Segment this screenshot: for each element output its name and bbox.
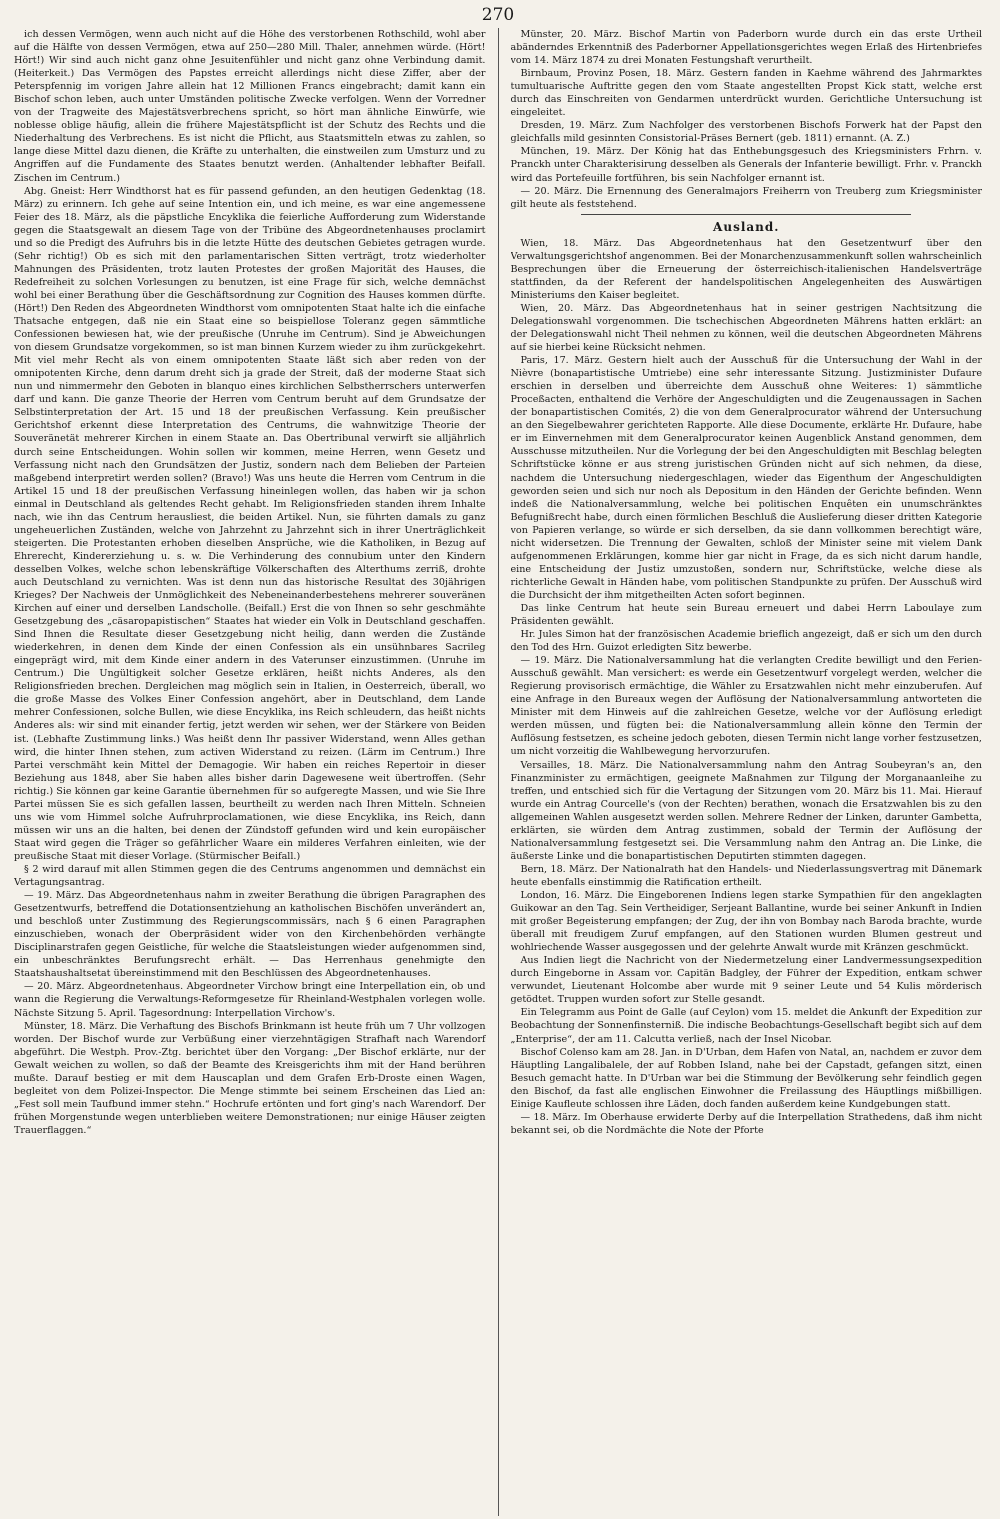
article-paragraph: § 2 wird darauf mit allen Stimmen gegen die des Centrums angenommen und demnächst ein Vertagungsantrag. bbox=[14, 864, 486, 889]
article-paragraph: — 19. März. Das Abgeordnetenhaus nahm in zweiter Berathung die übrigen Paragraphen des Gesetzentwurfs, betreffend die Dotationsentziehung an katholischen Bischöfen unverändert an, und beschloß unter Zustimmung des Regierungscommissärs, nach § 6 einen Paragraphen einzuschieben, wonach der Oberpräsident wider von den Kirchenbehörden verhängte Disciplinarstrafen gegen Geistliche, für welche die Staatsleistungen wieder aufgenommen sind, ein unbeschränktes Berufungsrecht erhält. — Das Herrenhaus genehmigte den Staatshaushaltsetat übereinstimmend mit den Beschlüssen des Abgeordnetenhauses. bbox=[14, 890, 486, 980]
article-paragraph: — 18. März. Im Oberhause erwiderte Derby auf die Interpellation Strathedens, daß ihm nicht bekannt sei, ob die Nordmächte die Note der Pforte bbox=[510, 1111, 982, 1136]
foreign-news bbox=[511, 237, 983, 1137]
article-paragraph: ich dessen Vermögen, wenn auch nicht auf die Höhe des verstorbenen Rothschild, wohl aber auf die Hälfte von dessen Vermögen, etwa auf 250—280 Mill. Thaler, annehmen würde. (Hört! Hört!) Wir sind auch nicht ganz ohne Jesuitenfühler und nicht ganz ohne Verbindung damit. (Heiterkeit.) Das Vermögen des Papstes erreicht allerdings nicht diese Ziffer, aber der Peterspfennig im vorigen Jahre allein hat 12 Millionen Francs eingebracht; damit kann ein Bischof schon leben, auch unter Umständen politische Zwecke verfolgen. Wenn der Vorredner von der Tragweite des Majestätsverbrechens spricht, so hört man ähnliche Einwürfe, wie noblesse oblige häufig, allein die frühere Majestätspflicht ist der Schutz des Rechts und die Niederhaltung des Verbrechens. Es ist nicht die Pflicht, aus Staatsmitteln etwas zu zahlen, so lange diese Mittel dazu dienen, die Kräfte zu unterhalten, die einstweilen zum Umsturz und zu Angriffen auf die Fundamente des Staates benutzt werden. (Anhaltender lebhafter Beifall. Zischen im Centrum.) bbox=[14, 29, 486, 184]
article-paragraph: Münster, 20. März. Bischof Martin von Paderborn wurde durch ein das erste Urtheil abänderndes Erkenntniß des Paderborner Appellationsgerichtes wegen Erlaß des Hirtenbriefes vom 14. März 1874 zu drei Monaten Festungshaft verurtheilt. bbox=[510, 29, 982, 67]
article-paragraph: Abg. Gneist: Herr Windthorst hat es für passend gefunden, an den heutigen Gedenktag (18. März) zu erinnern. Ich gehe auf seine Intention ein, und ich meine, es war eine angemessene Feier des 18. März, als die päpstliche Encyklika die feierliche Aufforderung zum Widerstande gegen die Staatsgewalt an diesem Tage von der Tribüne des Abgeordnetenhauses proclamirt und so die Predigt des Aufruhrs bis in die letzte Hütte des deutschen Gebietes getragen wurde. (Sehr richtig!) Ob es sich mit den parlamentarischen Sitten verträgt, trotz wiederholter Mahnungen des Präsidenten, trotz lauten Protestes der großen Majorität des Hauses, die Redefreiheit zu solchen Vorlesungen zu benutzen, ist eine Frage für sich, welche demnächst wohl bei einer Berathung über die Geschäftsordnung zur Cognition des Hauses kommen dürfte. (Hört!) Den Reden des Abgeordneten Windthorst vom omnipotenten Staat halte ich die einfache Thatsache entgegen, daß nie ein Staat eine so beispiellose Toleranz gegen sämmtliche Confessionen bewiesen hat, wie der preußische (Unruhe im Centrum). Sind je Abweichungen von diesem Grundsatze vorgekommen, so ist man binnen Kurzem wieder zu ihm zurückgekehrt. Mit viel mehr Recht als von einem omnipotenten Staate läßt sich aber reden von der omnipotenten Kirche, denn darum dreht sich ja grade der Streit, daß der moderne Staat sich nun und nimmermehr den Geboten in blanquo eines kirchlichen Selbstherrschers unterwerfen darf und kann. Die ganze Theorie der Herren vom Centrum beruht auf dem Grundsatze der Selbstinterpretation der Art. 15 und 18 der preußischen Verfassung. Kein preußischer Gerichtshof erkennt diese Interpretation des Centrums, die wahnwitzige Theorie der Souveränetät mehrerer Kirchen in einem Staate an. Das Obertribunal verwirft sie alljährlich durch seine Entscheidungen. Wohin sollen wir kommen, meine Herren, wenn Gesetz und Verfassung nicht nach den Grundsätzen der Justiz, sondern nach dem Belieben der Parteien maßgebend interpretirt werden sollen? (Bravo!) Was uns heute die Herren vom Centrum in die Artikel 15 und 18 der preußischen Verfassung hineinlegen wollen, das haben wir ja schon einmal in Deutschland als geltendes Recht gehabt. Im Religionsfrieden standen ihrem Inhalte nach, wie ihn das Centrum herausliest, die beiden Artikel. Nun, sie führten damals zu ganz ungeheuerlichen Zuständen, welche von Jahrzehnt zu Jahrzehnt sich in ihrer Unerträglichkeit steigerten. Die Protestanten erhoben dieselben Ansprüche, wie die Katholiken, in Bezug auf Ehrerecht, Kindererziehung u. s. w. Die Verhinderung des connubium unter den Kindern desselben Volkes, welche schon lebenskräftige Völkerschaften des Alterthums zerriß, drohte auch Deutschland zu vernichten. Was ist denn nun das historische Resultat des 30jährigen Krieges? Der Nachweis der Unmöglichkeit des Nebeneinanderbestehens mehrerer souveränen Kirchen auf einer und derselben Landscholle. (Beifall.) Erst die von Ihnen so sehr geschmähte Gesetzgebung des „cäsaropapistischen“ Staates hat wieder ein Volk in Deutschland geschaffen. Sind Ihnen die Resultate dieser Gesetzgebung nicht heilig, dann werden die Zustände wiederkehren, in denen dem Kinde der einen Confession als ein unsühnbares Sacrileg eingeprägt wird, mit dem Kinde einer andern in des Vaterunser einzustimmen. (Unruhe im Centrum.) Die Ungültigkeit solcher Gesetze erklären, heißt nichts Anderes, als den Religionsfrieden brechen. Dergleichen mag möglich sein in Italien, in Oesterreich, überall, wo die große Masse des Volkes Einer Confession angehört, aber in Deutschland, dem Lande mehrer Confessionen, solche Bullen, wie diese Encyklika, ins Reich schleudern, das heißt nichts Anderes als: wir sind mit einander fertig, jetzt werden wir sehen, wer der Stärkere von Beiden ist. (Lebhafte Zustimmung links.) Was heißt denn Ihr passiver Widerstand, wenn Alles gethan wird, die hinter Ihnen stehen, zum activen Widerstand zu reizen. (Lärm im Centrum.) Ihre Partei verschmäht kein Mittel der Demagogie. Wir haben ein reiches Repertoir in dieser Beziehung aus 1848, aber Sie haben alles bisher darin Dagewesene weit übertroffen. (Sehr richtig.) Sie können gar keine Garantie übernehmen für so aufgeregte Massen, und wie Sie Ihre Partei müssen Sie es sich gefallen lassen, beurtheilt zu werden nach Ihren Mitteln. Schneien uns wie vom Himmel solche Aufruhrproclamationen, wie diese Encyklika, ins Reich, dann müssen wir uns an die halten, bei denen der Zündstoff gefunden wird und kein europäischer Staat wird gegen die Träger so gefährlicher Waare ein milderes Verfahren einleiten, wie der preußische Staat mit dieser Vorlage. (Stürmischer Beifall.) bbox=[14, 185, 486, 862]
article-paragraph: Hr. Jules Simon hat der französischen Academie brieflich angezeigt, daß er sich um den durch den Tod des Hrn. Guizot erledigten Sitz bewerbe. bbox=[510, 629, 982, 654]
article-paragraph: Münster, 18. März. Die Verhaftung des Bischofs Brinkmann ist heute früh um 7 Uhr vollzogen worden. Der Bischof wurde zur Verbüßung einer vierzehntägigen Strafhaft nach Warendorf abgeführt. Die Westph. Prov.-Ztg. berichtet über den Vorgang: „Der Bischof erklärte, nur der Gewalt weichen zu wollen, so daß der Beamte des Kreisgerichts ihm mit der Hand berühren mußte. Darauf bestieg er mit dem Hauscaplan und dem Grafen Erb-Droste einen Wagen, begleitet von dem Polizei-Inspector. Die Menge stimmte bei seinem Erscheinen das Lied an: „Fest soll mein Taufbund immer stehn.“ Hochrufe ertönten und fort ging's nach Warendorf. Der frühen Morgenstunde wegen unterblieben weitere Demonstrationen; nur einige Häuser zeigten Trauerflaggen.“ bbox=[14, 1020, 486, 1136]
article-paragraph: — 20. März. Die Ernennung des Generalmajors Freiherrn von Treuberg zum Kriegsminister gilt heute als feststehend. bbox=[510, 185, 982, 210]
article-paragraph: Paris, 17. März. Gestern hielt auch der Ausschuß für die Untersuchung der Wahl in der Nièvre (bonapartistische Umtriebe) eine sehr interessante Sitzung. Justizminister Dufaure erschien in derselben und überreichte dem Ausschuß ohne Weiteres: 1) sämmtliche Proceßacten, enthaltend die Verhöre der Angeschuldigten und die Zeugenaussagen in Sachen der bonapartistischen Comités, 2) die von dem Generalprocurator während der Untersuchung an den Siegelbewahrer gerichteten Rapporte. Alle diese Documente, erklärte Hr. Dufaure, habe er im Einvernehmen mit dem Generalprocurator keinen Augenblick Anstand genommen, dem Ausschusse mitzutheilen. Nur die Vorlegung der bei den Angeschuldigten mit Beschlag belegten Schriftstücke könne er aus streng juristischen Gründen nicht auf sich nehmen, da diese, nachdem die Untersuchung niedergeschlagen, wieder das Eigenthum der Angeschuldigten geworden seien und sich nur noch als Depositum in den Händen der Gerichte befinden. Wenn indeß die Nationalversammlung, welche bei politischen Enquêten ein unumschränktes Befugnißrecht habe, durch einen förmlichen Beschluß die Auslieferung dieser dritten Kategorie von Papieren verlange, so würde er sich derselben, da sie dann vollkommen berechtigt wäre, nicht widersetzen. Die Trennung der Gewalten, schloß der Minister seine mit vielem Dank aufgenommenen Erklärungen, komme hier gar nicht in Frage, da es sich nicht darum handle, eine Entscheidung der Justiz umzustoßen, sondern nur, Schriftstücke, welche diese als richterliche Gewalt in Händen habe, vom politischen Standpunkte zu prüfen. Der Ausschuß wird die Durchsicht der ihm mitgetheilten Acten sofort beginnen. bbox=[510, 355, 982, 601]
article-paragraph: München, 19. März. Der König hat das Enthebungsgesuch des Kriegsministers Frhrn. v. Pranckh unter Charakterisirung desselben als Generals der Infanterie bewilligt. Frhr. v. Pranckh wird das Portefeuille fortführen, bis sein Nachfolger ernannt ist. bbox=[510, 146, 982, 184]
section-heading-ausland: Ausland. bbox=[713, 219, 780, 234]
article-paragraph: — 19. März. Die Nationalversammlung hat die verlangten Credite bewilligt und den Ferien-Ausschuß gewählt. Man versichert: es werde ein Gesetzentwurf vorgelegt werden, welcher die Regierung provisorisch ermächtige, die Wähler zu Ersatzwahlen nicht mehr einzuberufen. Auf eine Anfrage in den Bureaux wegen der Auflösung der Nationalversammlung antworteten die Minister mit dem Hinweis auf die zahlreichen Gesetze, welche vor der Auflösung erledigt werden müssen, und fügten bei: die Nationalversammlung allein könne den Termin der Auflösung festsetzen, es scheine jedoch geboten, diesen Termin nicht lange vorher festzusetzen, um nicht vorzeitig die Wahlbewegung hervorzurufen. bbox=[510, 655, 982, 758]
article-paragraph: Dresden, 19. März. Zum Nachfolger des verstorbenen Bischofs Forwerk hat der Papst den gleichfalls mild gesinnten Consistorial-Präses Bernert (geb. 1811) ernannt. (A. Z.) bbox=[510, 120, 982, 145]
article-paragraph: — 20. März. Abgeordnetenhaus. Abgeordneter Virchow bringt eine Interpellation ein, ob und wann die Regierung die Verwaltungs-Reformgesetze für Rheinland-Westphalen vorlegen wolle. Nächste Sitzung 5. April. Tagesordnung: Interpellation Virchow's. bbox=[14, 981, 486, 1019]
article-paragraph: Bern, 18. März. Der Nationalrath hat den Handels- und Niederlassungsvertrag mit Dänemark heute ebenfalls einstimmig die Ratification ertheilt. bbox=[510, 863, 982, 888]
page-number: 270 bbox=[481, 5, 515, 25]
article-paragraph: Das linke Centrum hat heute sein Bureau erneuert und dabei Herrn Laboulaye zum Präsidenten gewählt. bbox=[510, 602, 982, 628]
domestic-news bbox=[511, 28, 983, 211]
right-column bbox=[511, 28, 983, 1516]
article-paragraph: Birnbaum, Provinz Posen, 18. März. Gestern fanden in Kaehme während des Jahrmarktes tumultuarische Auftritte gegen den vom Staate angestellten Propst Kick statt, welche erst durch das Einschreiten von Gendarmen unterdrückt wurden. Gerichtliche Untersuchung ist eingeleitet. bbox=[510, 68, 982, 119]
article-paragraph: Wien, 20. März. Das Abgeordnetenhaus hat in seiner gestrigen Nachtsitzung die Delegationswahl vorgenommen. Die tschechischen Abgeordneten Mährens hatten erklärt: an der Delegationswahl nicht Theil nehmen zu können, weil die deutschen Abgeordneten Mährens auf sie hierbei keine Rücksicht nehmen. bbox=[510, 302, 982, 354]
article-paragraph: Ein Telegramm aus Point de Galle (auf Ceylon) vom 15. meldet die Ankunft der Expedition zur Beobachtung der Sonnenfinsterniß. Die indische Beobachtungs-Gesellschaft begibt sich auf dem „Enterprise“, der am 11. Calcutta verließ, nach der Insel Nicobar. bbox=[510, 1007, 982, 1045]
article-paragraph: Bischof Colenso kam am 28. Jan. in D'Urban, dem Hafen von Natal, an, nachdem er zuvor dem Häuptling Langalibalele, der auf Robben Island, nahe bei der Capstadt, gefangen sitzt, einen Besuch gemacht hatte. In D'Urban war bei die Stimmung der Bevölkerung sehr feindlich gegen den Bischof, da fast alle englischen Einwohner die Freilassung des Häuptlings mißbilligen. Einige Kaufleute schlossen ihre Läden, doch fanden außerdem keine Kundgebungen statt. bbox=[510, 1046, 982, 1110]
article-paragraph: Aus Indien liegt die Nachricht von der Niedermetzelung einer Landvermessungsexpedition durch Eingeborne in Assam vor. Capitän Badgley, der Führer der Expedition, entkam schwer verwundet, Lieutenant Holcombe aber wurde mit 9 seiner Leute und 54 Kulis mörderisch getödtet. Truppen wurden sofort zur Stelle gesandt. bbox=[510, 955, 982, 1006]
article-paragraph: Wien, 18. März. Das Abgeordnetenhaus hat den Gesetzentwurf über den Verwaltungsgerichtshof angenommen. Bei der Monarchenzusammenkunft sollen wahrscheinlich Besprechungen über die Erneuerung der österreichisch-italienischen Handelsverträge stattfinden, da der Referent der handelspolitischen Angelegenheiten des Auswärtigen Ministeriums den Kaiser begleitet. bbox=[510, 237, 982, 301]
column-rule bbox=[498, 28, 499, 1516]
columns bbox=[14, 28, 982, 1516]
article-paragraph: Versailles, 18. März. Die Nationalversammlung nahm den Antrag Soubeyran's an, den Finanzminister zu ermächtigen, geeignete Maßnahmen zur Tilgung der Morganaanleihe zu treffen, und entschied sich für die Vertagung der Sitzungen vom 20. März bis 11. Mai. Hierauf wurde ein Antrag Courcelle's (von der Rechten) berathen, wonach die Ersatzwahlen bis zu den allgemeinen Wahlen ausgesetzt werden sollen. Mehrere Redner der Linken, darunter Gambetta, erklärten, sie würden dem Antrag zustimmen, sobald der Termin der Auflösung der Nationalversammlung festgesetzt sei. Die Versammlung nahm den Antrag an. Die Linke, die äußerste Linke und die bonapartistischen Deputirten stimmten dagegen. bbox=[510, 759, 982, 862]
left-column bbox=[14, 28, 486, 1516]
article-paragraph: London, 16. März. Die Eingeborenen Indiens legen starke Sympathien für den angeklagten Guikowar an den Tag. Sein Vertheidiger, Serjeant Ballantine, wurde bei seiner Ankunft in Indien mit großer Begeisterung empfangen; der Zug, der ihn von Bombay nach Baroda brachte, wurde überall mit freudigem Zuruf empfangen, auf den Stationen wurden Blumen gestreut und wohlriechende Wasser ausgegossen und der gelehrte Anwalt wurde mit Kränzen geschmückt. bbox=[510, 890, 982, 954]
section-divider bbox=[581, 214, 911, 215]
